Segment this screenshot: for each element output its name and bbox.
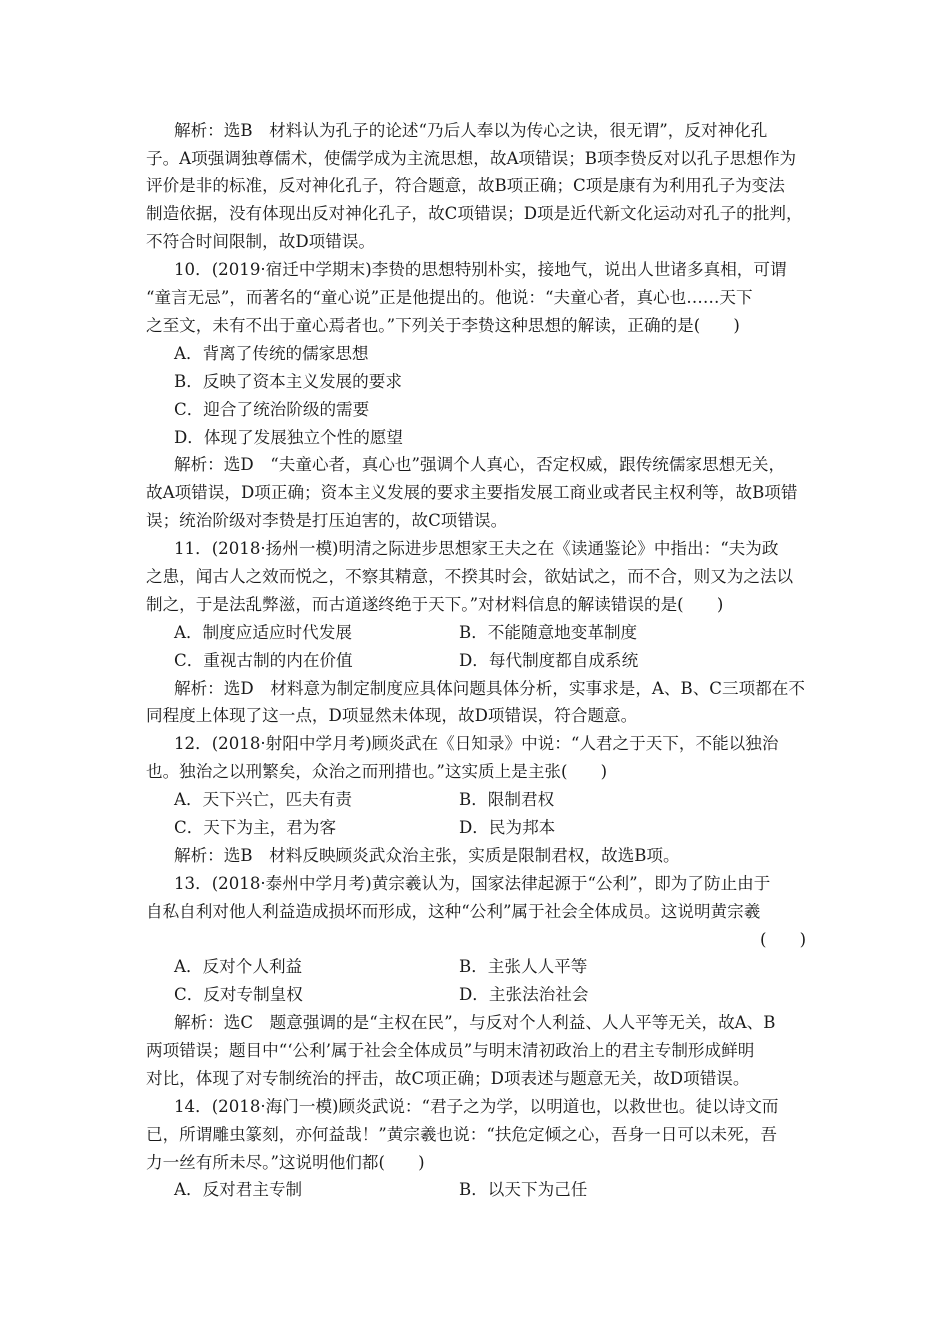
text-line: D．主张法治社会 [459, 985, 589, 1004]
text-line: 11．(2018·扬州一模)明清之际进步思想家王夫之在《读通鉴论》中指出：“夫为政 [174, 539, 779, 558]
text-line: 已，所谓雕虫篆刻，亦何益哉！”黄宗羲也说：“扶危定倾之心，吾身一日可以未死，吾 [146, 1125, 777, 1144]
text-line: 13．(2018·泰州中学月考)黄宗羲认为，国家法律起源于“公利”，即为了防止由于 [174, 874, 771, 893]
text-line: D．每代制度都自成系统 [459, 651, 639, 670]
text-line: 12．(2018·射阳中学月考)顾炎武在《日知录》中说：“人君之于天下，不能以独治 [174, 734, 779, 753]
text-line: 10．(2019·宿迁中学期末)李贽的思想特别朴实，接地气，说出人世诸多真相，可谓 [174, 260, 787, 279]
text-line: 力一丝有所未尽。”这说明他们都( ) [146, 1153, 425, 1172]
text-line: 之至文，未有不出于童心焉者也。”下列关于李贽这种思想的解读，正确的是( ) [146, 316, 740, 335]
text-line: 解析：选C 题意强调的是“主权在民”，与反对个人利益、人人平等无关，故A、B [174, 1013, 776, 1032]
text-line: 同程度上体现了这一点，D项显然未体现，故D项错误，符合题意。 [146, 706, 638, 725]
text-line: B．以天下为己任 [459, 1180, 588, 1199]
text-line: 也。独治之以刑繁矣，众治之而刑措也。”这实质上是主张( ) [146, 762, 608, 781]
text-line: B．反映了资本主义发展的要求 [174, 372, 402, 391]
text-line: C．重视古制的内在价值 [174, 651, 353, 670]
text-line: C．反对专制皇权 [174, 985, 303, 1004]
text-line: ( ) [760, 930, 807, 949]
text-line: 解析：选B 材料认为孔子的论述“乃后人奉以为传心之诀，很无谓”，反对神化孔 [174, 121, 768, 140]
text-line: 子。A项强调独尊儒术，使儒学成为主流思想，故A项错误；B项李贽反对以孔子思想作为 [146, 149, 797, 168]
text-line: 对比，体现了对专制统治的抨击，故C项正确；D项表述与题意无关，故D项错误。 [146, 1069, 750, 1088]
text-line: 自私自利对他人利益造成损坏而形成，这种“公利”属于社会全体成员。这说明黄宗羲 [146, 902, 761, 921]
text-line: 解析：选D 材料意为制定制度应具体问题具体分析，实事求是，A、B、C三项都在不 [174, 679, 805, 698]
text-line: B．主张人人平等 [459, 957, 588, 976]
text-line: B．限制君权 [459, 790, 555, 809]
text-line: 故A项错误，D项正确；资本主义发展的要求主要指发展工商业或者民主权利等，故B项错 [146, 483, 798, 502]
text-line: A．反对个人利益 [174, 957, 303, 976]
text-line: 解析：选D “夫童心者，真心也”强调个人真心，否定权威，跟传统儒家思想无关， [174, 455, 786, 474]
text-line: 两项错误；题目中“‘公利’属于社会全体成员”与明末清初政治上的君主专制形成鲜明 [146, 1041, 755, 1060]
text-line: C．迎合了统治阶级的需要 [174, 400, 370, 419]
text-line: 14．(2018·海门一模)顾炎武说：“君子之为学，以明道也，以救世也。徒以诗文而 [174, 1097, 779, 1116]
text-line: 不符合时间限制，故D项错误。 [146, 232, 376, 251]
text-line: 制之，于是法乱弊滋，而古道遂终绝于天下。”对材料信息的解读错误的是( ) [146, 595, 724, 614]
text-line: D．民为邦本 [459, 818, 556, 837]
text-line: A．背离了传统的儒家思想 [174, 344, 369, 363]
text-line: 误；统治阶级对李贽是打压迫害的，故C项错误。 [146, 511, 508, 530]
text-line: 解析：选B 材料反映顾炎武众治主张，实质是限制君权，故选B项。 [174, 846, 680, 865]
text-line: B．不能随意地变革制度 [459, 623, 638, 642]
text-line: 评价是非的标准，反对神化孔子，符合题意，故B项正确；C项是康有为利用孔子为变法 [146, 176, 785, 195]
text-line: A．制度应适应时代发展 [174, 623, 352, 642]
text-line: 之患，闻古人之效而悦之，不察其精意，不揆其时会，欲姑试之，而不合，则又为之法以 [146, 567, 794, 586]
text-line: D．体现了发展独立个性的愿望 [174, 428, 404, 447]
text-line: C．天下为主，君为客 [174, 818, 337, 837]
text-line: A．天下兴亡，匹夫有责 [174, 790, 352, 809]
text-line: 制造依据，没有体现出反对神化孔子，故C项错误；D项是近代新文化运动对孔子的批判， [146, 204, 803, 223]
text-line: “童言无忌”，而著名的“童心说”正是他提出的。他说：“夫童心者，真心也……天下 [146, 288, 753, 307]
text-line: A．反对君主专制 [174, 1180, 303, 1199]
